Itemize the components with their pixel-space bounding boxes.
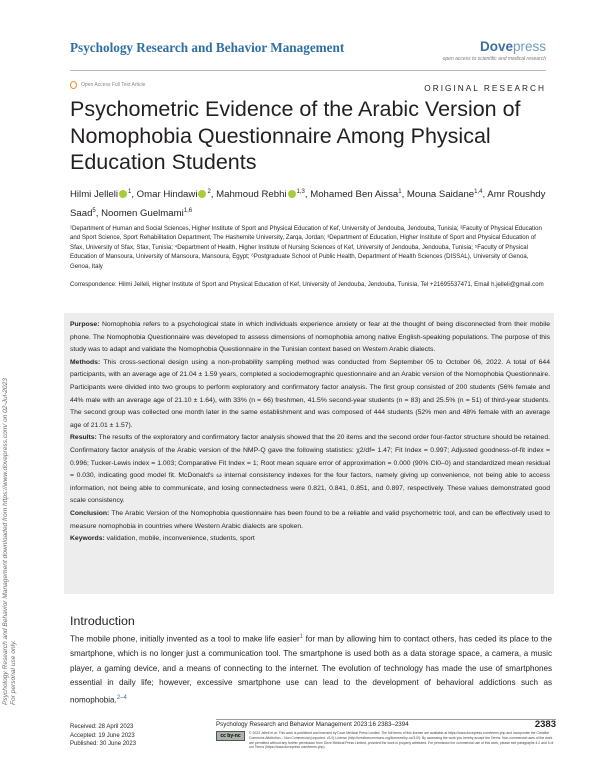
publisher-logo-strong: Dove: [479, 39, 513, 54]
intro-text-1: The mobile phone, initially invented as a tool to make life easier: [70, 634, 300, 644]
orcid-icon[interactable]: [119, 190, 127, 198]
header-divider: [70, 70, 546, 71]
introduction-body: [70, 630, 552, 708]
correspondence-text: Correspondence: Hilmi Jelleli, Higher Institute of Sport and Physical Education of Kef, University of Jendouba, Jendouba, Tunisia, Tel +21695537471, Email: [70, 281, 492, 288]
author-name: Mahmoud Rebhi: [216, 189, 287, 201]
abstract-keywords-text: validation, mobile, inconvenience, students, sport: [104, 535, 255, 543]
author-name: Mouna Saidane: [406, 189, 475, 201]
author-affiliation-ref: 2: [207, 189, 211, 195]
abstract-keywords-label: Keywords:: [70, 535, 105, 543]
abstract-results-text: The results of the exploratory and confirmatory factor analysis showed that the 20 items and the second order four-factor structure should be retained. Confirmatory factor analysis of the Arabic version of the NMP-Q gave the following statistics: χ2/df= 1.47; Fit Index = 0.997; Adjusted goodness-of-fit index = 0.996; Tucker-Lewis index = 1.003; Comparative Fit Index = 1; Root mean square error of approximation = 0.000 (90% CI0–0) and standardized mean residual = 0.030, indicating good model fit. McDonald's ω internal consistency indexes for the four factors, namely giving up convenience, not being able to access information, not being able to communicate, and losing connectedness were 0.821, 0.841, 0.851, and 0.897, respectively. These values demonstrated good scale consistency.: [70, 434, 550, 505]
abstract-conclusion-text: The Arabic Version of the Nomophobia questionnaire has been found to be a reliable and valid psychometric tool, and can be effectively used to measure nomophobia in countries where Western Arabic dialects are spoken.: [70, 509, 550, 530]
author-name: Noomen Guelmami: [101, 208, 184, 220]
author-separator: ,: [482, 189, 488, 201]
author-affiliation-ref: 1,4: [474, 189, 483, 195]
author-name: Omar Hindawi: [136, 189, 198, 201]
open-access-lock-icon: [70, 81, 77, 89]
author-affiliation-ref: 5: [92, 208, 96, 215]
publisher-logo-light: press: [512, 39, 546, 54]
reference-link-2-4[interactable]: 2–4: [116, 695, 127, 702]
journal-name[interactable]: Psychology Research and Behavior Management: [70, 40, 345, 55]
abstract-results-label: Results:: [70, 434, 97, 442]
reference-link-1[interactable]: 1: [299, 634, 304, 640]
side-note-line-1: Psychology Research and Behavior Management downloaded from https://www.dovepress.com/ on 02-Jul-2023: [2, 378, 9, 705]
author-name: Amr Roushdy Saad: [70, 189, 546, 220]
author-separator: ,: [95, 208, 102, 220]
orcid-icon[interactable]: [198, 190, 206, 198]
abstract-keywords: [70, 533, 550, 546]
received-date: Received: 28 April 2023: [70, 724, 134, 730]
introduction-heading: Introduction: [70, 614, 135, 628]
author-separator: ,: [131, 189, 137, 201]
cc-license-badge[interactable]: cc by-nc: [216, 731, 245, 741]
author-separator: ,: [210, 189, 217, 201]
author-name: Mohamed Ben Aissa: [310, 189, 399, 201]
correspondence-email-link[interactable]: h.jelleli@gmail.com: [491, 281, 544, 288]
author-separator: ,: [401, 189, 407, 201]
footer-divider: [216, 719, 556, 720]
author-separator: ,: [304, 189, 311, 201]
article-type: ORIGINAL RESEARCH: [424, 83, 546, 93]
abstract-methods: [70, 357, 550, 433]
abstract-purpose: [70, 319, 550, 357]
intro-text-2: for man by allowing him to contact others, has ceded its place to the smartphone, which is no longer just a communication tool. The smartphone is used both as a data storage space, a camera, a music player, a gaming device, and a means of connecting to the internet. The evolution of technology has made the use of smartphones essential in daily life; however, excessive smartphone use can lead to the development of behavioral addictions such as nomophobia.: [70, 634, 552, 705]
open-access-label: Open Access Full Text Article: [81, 82, 146, 88]
author-affiliation-ref: 1,6: [183, 208, 193, 215]
footer-citation: Psychology Research and Behavior Management 2023:16 2383–2394: [216, 721, 409, 728]
abstract-methods-label: Methods:: [70, 358, 101, 366]
author-list: [70, 184, 550, 222]
abstract: [70, 319, 550, 546]
correspondence: [70, 280, 550, 289]
abstract-results: [70, 432, 550, 508]
download-side-note: [2, 378, 18, 705]
publication-dates: [70, 723, 136, 749]
author-affiliation-ref: 1: [398, 189, 402, 195]
orcid-icon[interactable]: [288, 190, 296, 198]
accepted-date: Accepted: 19 June 2023: [70, 732, 135, 739]
publisher-logo[interactable]: [480, 39, 546, 54]
abstract-methods-text: This cross-sectional design using a non-probability sampling method was conducted from September 05 to October 06, 2022. A total of 644 participants, with an average age of 21.04 ± 1.59 years, completed a sociodemographic questionnaire and an Arabic version of the Nomophobia Questionnaire. Participants were divided into two groups to perform exploratory and confirmatory factor analysis. The first group consisted of 200 students (56% female and 44% male with an average age of 21.10 ± 1.64), with 33% (n = 66) freshmen, 41.5% second-year students (n = 83) and 25.5% (n = 51) of third-year students. The second group was collected one month later in the same establishment and was composed of 444 students (52% men and 48% female with an average age of 21.01 ± 1.57).: [70, 358, 550, 429]
author-name: Hilmi Jelleli: [70, 189, 118, 201]
side-note-line-2: For personal use only.: [10, 640, 17, 705]
page-number: 2383: [534, 719, 556, 730]
author-affiliation-ref: 1: [127, 189, 132, 195]
affiliations: ¹Department of Human and Social Sciences, Higher Institute of Sport and Physical Education of Kef, University of Jendouba, Jendouba, Tunisia; ²Faculty of Physical Education and Sport Science, Sport Rehabilitation Department, The Hashemite University, Zarqa, Jordan; ³Department of Education, Higher Institute of Sport and Physical Education of Sfax, University of Sfax, Sfax, Tunisia; ⁴Department of Health, Higher Institute of Nursing Sciences of Kef, University of Jendouba, Jendouba, Tunisia; ⁵Faculty of Physical Education of Mansoura, University of Mansoura, Mansoura, Egypt; ⁶Postgraduate School of Public Health, Department of Health Sciences (DISSAL), University of Genoa, Genoa, Italy: [70, 225, 542, 270]
license-text: © 2023 Jelleli et al. This work is published and licensed by Dove Medical Press Limited. The full terms of this license are available at https://www.dovepress.com/terms.php and incorporate the Creative Commons Attribution – Non Commercial (unported, v3.0) License (http://creativecommons.org/licenses/by-nc/3.0/). By accessing the work you hereby accept the Terms. Non-commercial uses of the work are permitted without any further permission from Dove Medical Press Limited, provided the work is properly attributed. For permission for commercial use of this work, please see paragraphs 4.2 and 5 of our Terms (https://www.dovepress.com/terms.php).: [249, 731, 554, 750]
abstract-purpose-text: Nomophobia refers to a psychological state in which individuals experience anxiety or fear at the thought of being disconnected from their mobile phone. The Nomophobia Questionnaire was developed to assess dimensions of nomophobia among native English-speaking populations. The purpose of this study was to adapt and validate the Nomophobia Questionnaire in the Tunisian context based on Western Arabic dialects.: [70, 321, 550, 354]
article-title: Psychometric Evidence of the Arabic Version of Nomophobia Questionnaire Among Physical Education Students: [70, 97, 521, 174]
abstract-purpose-label: Purpose:: [70, 321, 100, 328]
author-affiliation-ref: 1,3: [296, 189, 305, 195]
publisher-tagline: open access to scientific and medical research: [442, 56, 546, 62]
open-access-badge: [70, 81, 145, 89]
abstract-conclusion-label: Conclusion:: [70, 509, 110, 517]
abstract-conclusion: [70, 508, 550, 533]
published-date: Published: 30 June 2023: [70, 741, 137, 747]
